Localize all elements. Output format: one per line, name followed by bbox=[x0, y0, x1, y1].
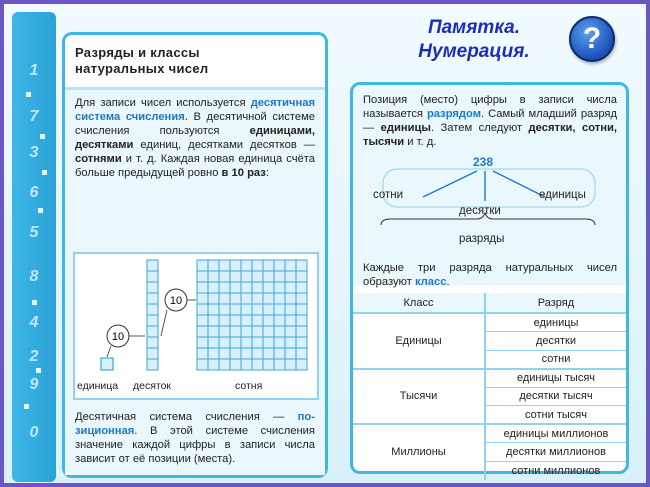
hundred-cell bbox=[285, 337, 296, 348]
rank-cell: единицы миллионов bbox=[485, 424, 626, 443]
hundred-cell bbox=[285, 293, 296, 304]
hundred-cell bbox=[197, 304, 208, 315]
hundred-cell bbox=[274, 282, 285, 293]
pointer-line bbox=[107, 346, 111, 357]
hundred-cell bbox=[230, 282, 241, 293]
header-rank: Разряд bbox=[485, 293, 626, 313]
hundred-cell bbox=[197, 348, 208, 359]
hundred-cell bbox=[296, 348, 307, 359]
hundred-cell bbox=[219, 337, 230, 348]
hundred-cell bbox=[274, 337, 285, 348]
hundred-cell bbox=[208, 260, 219, 271]
text-run: : bbox=[265, 167, 269, 179]
hundred-cell bbox=[274, 326, 285, 337]
unit-label: единица bbox=[77, 380, 119, 392]
rank-cell: сотни тысяч bbox=[485, 406, 626, 425]
hundred-cell bbox=[252, 359, 263, 370]
table-header-row bbox=[353, 293, 626, 313]
hundred-cell bbox=[219, 315, 230, 326]
hundred-cell bbox=[296, 271, 307, 282]
rank-cell: сотни bbox=[485, 350, 626, 369]
question-icon: ? bbox=[582, 22, 602, 55]
rank-definition-paragraph bbox=[363, 93, 617, 149]
hundred-cell bbox=[274, 359, 285, 370]
positional-system-paragraph bbox=[75, 410, 315, 466]
text-run: . Самый младший разряд — bbox=[363, 108, 618, 134]
strip-digit: 7 bbox=[29, 108, 39, 125]
hundred-cell bbox=[263, 304, 274, 315]
strip-digit: 5 bbox=[29, 224, 39, 241]
hundred-cell bbox=[285, 326, 296, 337]
text-run: единиц, десятками десятков — bbox=[133, 139, 315, 151]
highlight-term: позиционная bbox=[75, 411, 315, 437]
left-heading-line2: натуральных чисел bbox=[75, 61, 209, 76]
ten-cell bbox=[147, 293, 158, 304]
ten-cell bbox=[147, 304, 158, 315]
strip-digit: 6 bbox=[29, 184, 39, 201]
rank-cell: единицы тысяч bbox=[485, 369, 626, 388]
pointer-line bbox=[161, 310, 167, 336]
strip-dot bbox=[32, 300, 37, 305]
hundred-cell bbox=[219, 359, 230, 370]
table-row bbox=[353, 369, 626, 388]
rank-diagram bbox=[363, 153, 617, 259]
hundred-cell bbox=[241, 271, 252, 282]
hundred-cell bbox=[285, 348, 296, 359]
hundred-cell bbox=[219, 293, 230, 304]
left-heading bbox=[75, 45, 315, 77]
classes-ranks-table bbox=[353, 293, 626, 480]
hundreds-label: сотни bbox=[373, 189, 404, 201]
hundred-cell bbox=[263, 315, 274, 326]
hundred-cell bbox=[263, 293, 274, 304]
ten-cell bbox=[147, 282, 158, 293]
text-run: . В десятичной системе счисления пользуются bbox=[75, 111, 315, 137]
units-tens-hundreds-figure bbox=[73, 252, 319, 400]
table-row bbox=[353, 313, 626, 332]
hundred-cell bbox=[252, 271, 263, 282]
hundred-cell bbox=[296, 315, 307, 326]
example-number: 238 bbox=[473, 155, 494, 169]
hundred-cell bbox=[230, 337, 241, 348]
hundred-cell bbox=[241, 304, 252, 315]
hundred-cell bbox=[219, 326, 230, 337]
ten-column bbox=[147, 260, 158, 370]
rank-cell: десятки миллионов bbox=[485, 443, 626, 462]
ten-cell bbox=[147, 359, 158, 370]
hundred-cell bbox=[241, 348, 252, 359]
ten-cell bbox=[147, 326, 158, 337]
ranks-label: разряды bbox=[459, 233, 505, 245]
hundred-cell bbox=[197, 326, 208, 337]
strip-dot bbox=[38, 208, 43, 213]
ten-cell bbox=[147, 348, 158, 359]
hundred-cell bbox=[274, 271, 285, 282]
decimal-system-paragraph bbox=[75, 96, 315, 180]
hundred-cell bbox=[197, 315, 208, 326]
hundred-cell bbox=[197, 359, 208, 370]
hundred-cell bbox=[263, 260, 274, 271]
hundred-cell bbox=[219, 304, 230, 315]
unit-square bbox=[101, 358, 113, 370]
hundred-cell bbox=[230, 304, 241, 315]
class-definition-paragraph bbox=[363, 261, 617, 289]
hundred-cell bbox=[208, 326, 219, 337]
ten-cell bbox=[147, 337, 158, 348]
hundred-cell bbox=[197, 337, 208, 348]
hundred-cell bbox=[285, 359, 296, 370]
strip-dot bbox=[26, 92, 31, 97]
hundred-cell bbox=[230, 315, 241, 326]
hundred-cell bbox=[208, 359, 219, 370]
hundred-cell bbox=[274, 348, 285, 359]
hundred-cell bbox=[230, 359, 241, 370]
hundred-cell bbox=[274, 260, 285, 271]
hundred-cell bbox=[197, 271, 208, 282]
hundred-cell bbox=[252, 348, 263, 359]
hundred-cell bbox=[285, 260, 296, 271]
hundred-cell bbox=[296, 359, 307, 370]
class-cell: Единицы bbox=[353, 313, 485, 369]
strip-digit: 2 bbox=[29, 348, 39, 365]
rank-cell: сотни миллионов bbox=[511, 464, 601, 477]
hundred-cell bbox=[274, 304, 285, 315]
arrow-hundreds bbox=[423, 171, 477, 197]
text-run: и т. д. bbox=[404, 136, 437, 148]
circle-label: 10 bbox=[169, 295, 183, 307]
strip-digit: 3 bbox=[29, 144, 39, 161]
bold-term: единицы bbox=[380, 122, 431, 134]
hundred-cell bbox=[208, 282, 219, 293]
hundred-cell bbox=[285, 315, 296, 326]
hundred-cell bbox=[197, 293, 208, 304]
hundred-cell bbox=[219, 260, 230, 271]
hundred-cell bbox=[219, 348, 230, 359]
text-run: Каждые три разряда натуральных чисел образуют bbox=[363, 262, 617, 288]
units-label: единицы bbox=[539, 189, 586, 201]
hundred-cell bbox=[263, 359, 274, 370]
highlight-term: десятичная система счисления bbox=[75, 97, 315, 123]
arrow-units bbox=[493, 171, 545, 197]
hundred-cell bbox=[285, 271, 296, 282]
hundred-cell bbox=[208, 337, 219, 348]
hundred-cell bbox=[208, 304, 219, 315]
strip-dot bbox=[36, 368, 41, 373]
hundred-cell bbox=[296, 326, 307, 337]
text-run: Для записи чисел используется bbox=[75, 97, 251, 109]
tens-label: десятки bbox=[459, 205, 501, 217]
rank-cell: единицы bbox=[485, 313, 626, 332]
text-run: . bbox=[446, 276, 450, 288]
header-class: Класс bbox=[353, 293, 485, 313]
strip-dot bbox=[24, 404, 29, 409]
text-run: Позиция (место) цифры в записи числа называется bbox=[363, 94, 617, 120]
hundred-cell bbox=[296, 337, 307, 348]
digits-outline bbox=[383, 169, 595, 207]
bold-term: в 10 раз bbox=[221, 167, 266, 179]
highlight-term: разрядом bbox=[426, 108, 481, 120]
left-body bbox=[65, 87, 325, 475]
bold-term: единицами, десятками bbox=[75, 125, 315, 151]
class-cell: Тысячи bbox=[353, 369, 485, 425]
bold-term: сотнями bbox=[75, 153, 122, 165]
rank-cell: десятки bbox=[485, 332, 626, 351]
strip-dot bbox=[42, 170, 47, 175]
hundred-cell bbox=[252, 326, 263, 337]
slide-title-line2: Нумерация. bbox=[418, 41, 530, 62]
hundred-cell bbox=[263, 282, 274, 293]
grid-illustration bbox=[75, 254, 317, 398]
hundred-cell bbox=[208, 315, 219, 326]
hundred-cell bbox=[296, 282, 307, 293]
ten-label: десяток bbox=[133, 380, 172, 392]
hundred-cell bbox=[296, 304, 307, 315]
hundred-cell bbox=[274, 293, 285, 304]
hundred-cell bbox=[241, 293, 252, 304]
hundred-cell bbox=[241, 337, 252, 348]
right-top-section bbox=[353, 85, 626, 288]
hundred-cell bbox=[252, 293, 263, 304]
hundred-cell bbox=[241, 326, 252, 337]
hundred-cell bbox=[241, 282, 252, 293]
text-run: Десятичная система счисления — bbox=[75, 411, 298, 423]
hundred-cell bbox=[296, 293, 307, 304]
hundred-cell bbox=[219, 282, 230, 293]
strip-dot bbox=[40, 134, 45, 139]
hundred-cell bbox=[263, 348, 274, 359]
hundred-cell bbox=[252, 260, 263, 271]
slide-title-line1: Памятка. bbox=[427, 17, 521, 38]
strip-digit: 0 bbox=[29, 424, 39, 441]
hundred-cell bbox=[197, 260, 208, 271]
ten-cell bbox=[147, 260, 158, 271]
hundred-cell bbox=[252, 315, 263, 326]
highlight-term: класс bbox=[414, 276, 447, 288]
hundred-cell bbox=[263, 271, 274, 282]
rank-cell: десятки тысяч bbox=[485, 387, 626, 406]
hundred-cell bbox=[285, 304, 296, 315]
hundred-cell bbox=[241, 315, 252, 326]
hundred-label: сотня bbox=[235, 380, 263, 392]
hundred-cell bbox=[241, 359, 252, 370]
right-panel bbox=[350, 82, 629, 477]
hundred-cell bbox=[230, 271, 241, 282]
hundred-cell bbox=[252, 304, 263, 315]
hundred-cell bbox=[230, 326, 241, 337]
slide-title bbox=[374, 16, 574, 64]
hundred-cell bbox=[241, 260, 252, 271]
class-cell: Миллионы bbox=[353, 424, 485, 480]
hundred-cell bbox=[252, 282, 263, 293]
ten-cell bbox=[147, 315, 158, 326]
hundred-cell bbox=[263, 326, 274, 337]
left-panel bbox=[62, 32, 328, 478]
left-heading-line1: Разряды и классы bbox=[75, 45, 200, 60]
text-run: . В этой системе счисления значение каждой цифры в записи числа зависит от её позиции (места). bbox=[75, 425, 315, 465]
hundred-cell bbox=[197, 282, 208, 293]
hundred-cell bbox=[230, 348, 241, 359]
table-row bbox=[353, 424, 626, 443]
hundred-cell bbox=[208, 271, 219, 282]
hundred-cell bbox=[285, 282, 296, 293]
strip-digit: 1 bbox=[29, 62, 39, 79]
circle-label: 10 bbox=[111, 331, 125, 343]
strip-digit: 4 bbox=[29, 314, 39, 331]
bold-term: десятки, сотни, тысячи bbox=[363, 122, 617, 148]
hundred-cell bbox=[208, 293, 219, 304]
hundred-cell bbox=[263, 337, 274, 348]
hundred-cell bbox=[230, 260, 241, 271]
hundred-cell bbox=[219, 271, 230, 282]
help-button[interactable] bbox=[569, 16, 615, 62]
hundred-grid bbox=[197, 260, 307, 370]
decorative-digit-strip bbox=[12, 12, 56, 482]
hundred-cell bbox=[230, 293, 241, 304]
hundred-cell bbox=[274, 315, 285, 326]
strip-digit: 8 bbox=[29, 268, 39, 285]
hundred-cell bbox=[208, 348, 219, 359]
hundred-cell bbox=[252, 337, 263, 348]
text-run: . Затем следуют bbox=[430, 122, 529, 134]
strip-digit: 9 bbox=[29, 376, 39, 393]
hundred-cell bbox=[296, 260, 307, 271]
text-run: и т. д. Каждая новая единица счёта больше предыдущей ровно bbox=[75, 153, 315, 179]
ten-cell bbox=[147, 271, 158, 282]
